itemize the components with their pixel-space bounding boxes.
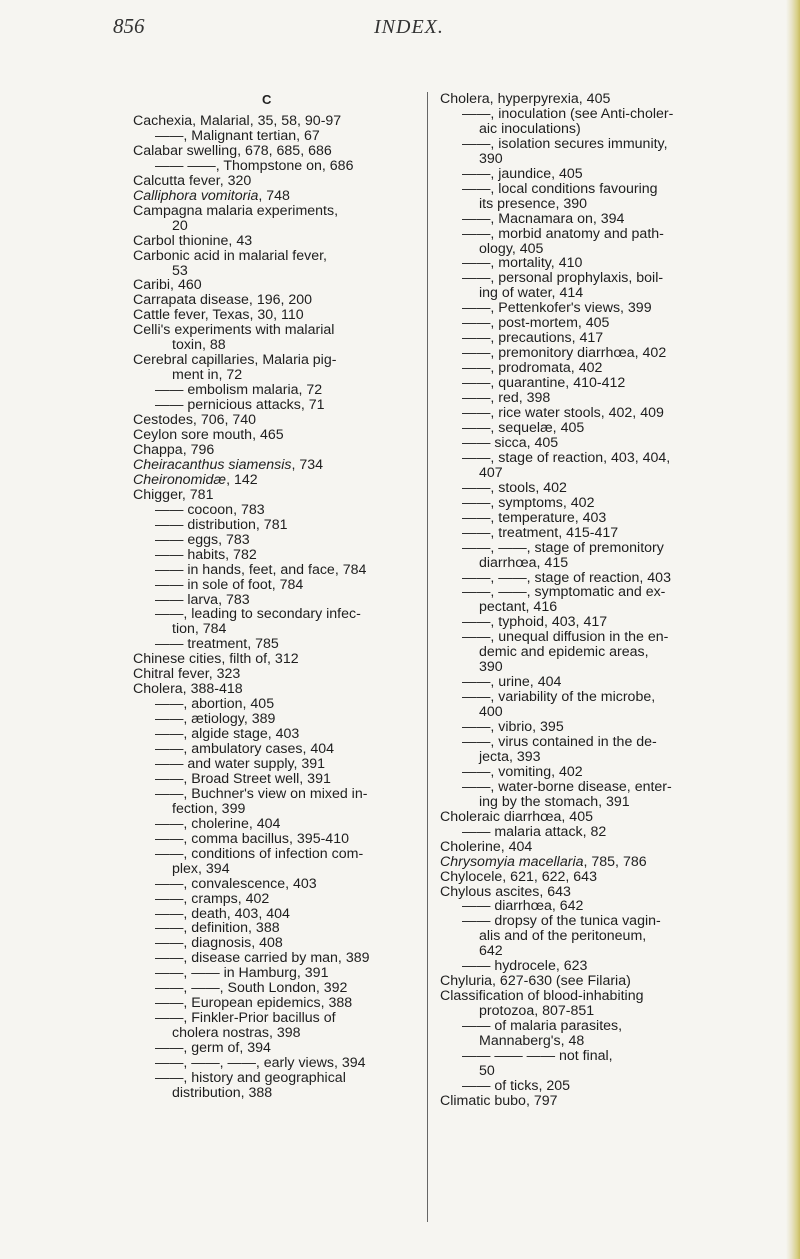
index-entry: ——, death, 403, 404 <box>155 905 290 922</box>
index-entry: pectant, 416 <box>479 599 558 616</box>
index-entry: ——, ambulatory cases, 404 <box>155 741 334 758</box>
index-entry: ——, Pettenkofer's views, 399 <box>462 300 652 317</box>
index-entry: ——, ——, symptomatic and ex- <box>462 584 666 601</box>
index-entry: ——, variability of the microbe, <box>462 689 656 706</box>
index-entry: ——, sequelæ, 405 <box>462 419 585 436</box>
running-head: INDEX. <box>374 16 444 38</box>
index-entry: Chylous ascites, 643 <box>440 883 571 900</box>
index-column-right <box>440 92 730 1109</box>
index-entry: Classification of blood-inhabiting <box>440 988 644 1005</box>
index-entry: ——, precautions, 417 <box>462 330 604 347</box>
index-entry: Celli's experiments with malarial <box>133 322 335 339</box>
index-entry: ——, temperature, 403 <box>462 509 607 526</box>
index-entry: —— in sole of foot, 784 <box>155 576 304 593</box>
index-entry: ——, European epidemics, 388 <box>155 995 353 1012</box>
index-entry: ——, post-mortem, 405 <box>462 315 610 332</box>
index-entry: ——, germ of, 394 <box>155 1040 271 1057</box>
section-letter: C <box>262 92 272 107</box>
index-entry: ——, ætiology, 389 <box>155 711 276 728</box>
index-entry: alis and of the peritoneum, <box>479 928 647 945</box>
index-entry: ——, convalescence, 403 <box>155 875 317 892</box>
index-entry: Chinese cities, filth of, 312 <box>133 651 299 668</box>
index-entry: its presence, 390 <box>479 195 588 212</box>
page-number: 856 <box>113 14 145 38</box>
index-entry: Calliphora vomitoria, 748 <box>133 187 290 204</box>
index-entry: ——, history and geographical <box>155 1070 346 1086</box>
index-entry: 50 <box>479 1062 495 1079</box>
index-entry: ——, ——, South London, 392 <box>155 980 348 997</box>
index-entry: —— of ticks, 205 <box>462 1077 571 1094</box>
index-entry: ——, stools, 402 <box>462 479 567 496</box>
index-entry: ——, premonitory diarrhœa, 402 <box>462 345 667 362</box>
index-entry: —— hydrocele, 623 <box>462 958 588 975</box>
index-entry: ——, cramps, 402 <box>155 890 270 907</box>
index-entry: toxin, 88 <box>172 337 226 354</box>
index-entry: —— malaria attack, 82 <box>462 823 607 840</box>
index-entry: Calabar swelling, 678, 685, 686 <box>133 142 332 159</box>
index-entry: protozoa, 807-851 <box>479 1003 595 1020</box>
index-entry: ——, conditions of infection com- <box>155 845 364 862</box>
index-entry: tion, 784 <box>172 621 227 638</box>
index-entry: ——, jaundice, 405 <box>462 165 583 182</box>
index-entry: ——, definition, 388 <box>155 920 280 937</box>
index-entry: 20 <box>172 217 188 234</box>
index-entry: ——, vomiting, 402 <box>462 763 583 780</box>
index-entry: —— distribution, 781 <box>155 516 288 533</box>
index-entry: Cerebral capillaries, Malaria pig- <box>133 352 337 369</box>
index-entry: Choleraic diarrhœa, 405 <box>440 808 593 825</box>
index-entry: ——, personal prophylaxis, boil- <box>462 270 664 287</box>
index-entry: 390 <box>479 659 503 676</box>
index-entry: —— and water supply, 391 <box>155 755 326 772</box>
index-entry: —— sicca, 405 <box>462 434 559 451</box>
index-entry: —— ——, Thompstone on, 686 <box>155 157 354 174</box>
index-entry: fection, 399 <box>172 800 246 817</box>
index-entry: Chappa, 796 <box>133 441 215 458</box>
index-entry: ——, Finkler-Prior bacillus of <box>155 1010 336 1027</box>
index-entry: Cachexia, Malarial, 35, 58, 90-97 <box>133 113 342 129</box>
index-entry: ology, 405 <box>479 240 544 257</box>
index-entry: ——, algide stage, 403 <box>155 726 300 743</box>
index-entry: —— pernicious attacks, 71 <box>155 397 325 414</box>
index-entry: ——, cholerine, 404 <box>155 815 281 832</box>
page-edge-shading <box>786 0 800 1259</box>
index-column-left <box>133 92 416 1101</box>
index-entry: ——, disease carried by man, 389 <box>155 950 370 967</box>
index-entry: —— of malaria parasites, <box>462 1018 623 1035</box>
index-entry: Mannaberg's, 48 <box>479 1033 585 1050</box>
index-entry: ——, local conditions favouring <box>462 180 658 197</box>
index-entry: ——, Broad Street well, 391 <box>155 770 331 787</box>
index-entry: diarrhœa, 415 <box>479 554 569 571</box>
index-entry: —— dropsy of the tunica vagin- <box>462 913 661 930</box>
index-entry: distribution, 388 <box>172 1084 273 1101</box>
index-entry: Chitral fever, 323 <box>133 666 241 683</box>
index-entry: ——, water-borne disease, enter- <box>462 778 672 795</box>
index-entry: —— diarrhœa, 642 <box>462 898 584 915</box>
index-entry: plex, 394 <box>172 860 230 877</box>
index-entry: 642 <box>479 943 503 960</box>
index-entry: demic and epidemic areas, <box>479 644 649 661</box>
index-entry: ——, ——, ——, early views, 394 <box>155 1055 366 1072</box>
index-entry: ——, morbid anatomy and path- <box>462 225 664 242</box>
index-entry: Calcutta fever, 320 <box>133 172 252 189</box>
index-entry: Cheiracanthus siamensis, 734 <box>133 456 324 473</box>
index-entry: aic inoculations) <box>479 120 581 137</box>
index-entry: Carrapata disease, 196, 200 <box>133 292 313 309</box>
index-entry: ——, rice water stools, 402, 409 <box>462 405 664 422</box>
index-entry: —— embolism malaria, 72 <box>155 382 323 399</box>
index-entry: ——, red, 398 <box>462 390 551 407</box>
index-entry: ing of water, 414 <box>479 285 584 302</box>
index-entry: 390 <box>479 150 503 167</box>
index-entry: —— habits, 782 <box>155 546 257 563</box>
index-entry: Cholera, hyperpyrexia, 405 <box>440 91 611 107</box>
index-entry: ——, comma bacillus, 395-410 <box>155 830 349 847</box>
index-entry: 53 <box>172 262 188 279</box>
index-entry: Chylocele, 621, 622, 643 <box>440 868 597 885</box>
index-entry: ——, Malignant tertian, 67 <box>155 127 320 144</box>
index-entry: ——, leading to secondary infec- <box>155 606 361 623</box>
index-entry: ——, prodromata, 402 <box>462 360 603 377</box>
index-entry: ——, typhoid, 403, 417 <box>462 614 608 631</box>
index-entry: Cholera, 388-418 <box>133 681 243 698</box>
index-entry: ——, treatment, 415-417 <box>462 524 619 541</box>
index-entry: cholera nostras, 398 <box>172 1025 301 1042</box>
index-entry: ment in, 72 <box>172 367 243 384</box>
index-entry: ——, Buchner's view on mixed in- <box>155 785 368 802</box>
index-entry: Cheironomidæ, 142 <box>133 471 258 488</box>
index-entry: ——, Macnamara on, 394 <box>462 210 625 227</box>
index-entry: Chyluria, 627-630 (see Filaria) <box>440 973 631 990</box>
index-entry: ——, unequal diffusion in the en- <box>462 629 669 646</box>
index-entry: Climatic bubo, 797 <box>440 1092 558 1109</box>
index-entry: Chigger, 781 <box>133 486 214 503</box>
index-entry: 407 <box>479 464 503 481</box>
index-entry: —— —— —— not final, <box>462 1048 613 1064</box>
index-entry: Caribi, 460 <box>133 277 202 294</box>
index-entry: jecta, 393 <box>479 748 541 765</box>
index-entry: Carbonic acid in malarial fever, <box>133 247 327 264</box>
index-entry: ——, inoculation (see Anti-choler- <box>462 105 674 122</box>
index-entry: —— larva, 783 <box>155 591 250 608</box>
index-entry: ——, mortality, 410 <box>462 255 583 272</box>
index-entry: Cattle fever, Texas, 30, 110 <box>133 307 304 324</box>
index-entry: ——, vibrio, 395 <box>462 719 564 736</box>
index-entry: ——, symptoms, 402 <box>462 494 595 511</box>
column-divider <box>427 92 428 1222</box>
index-entry: Cestodes, 706, 740 <box>133 412 257 429</box>
index-entry: ——, diagnosis, 408 <box>155 935 283 952</box>
index-entry: —— cocoon, 783 <box>155 501 265 518</box>
index-entry: Ceylon sore mouth, 465 <box>133 427 284 444</box>
index-entry: ——, ——, stage of premonitory <box>462 539 664 556</box>
index-entry: ——, ——, stage of reaction, 403 <box>462 569 671 586</box>
index-entry: ——, abortion, 405 <box>155 696 275 713</box>
index-entry: Carbol thionine, 43 <box>133 232 253 249</box>
index-entry: ——, —— in Hamburg, 391 <box>155 965 329 982</box>
index-entry: ——, quarantine, 410-412 <box>462 375 626 392</box>
index-entry: Cholerine, 404 <box>440 838 533 855</box>
index-entry: ——, stage of reaction, 403, 404, <box>462 449 671 466</box>
index-entry: 400 <box>479 704 503 721</box>
index-entry: Chrysomyia macellaria, 785, 786 <box>440 853 647 870</box>
index-entry: —— eggs, 783 <box>155 531 250 548</box>
index-entry: Campagna malaria experiments, <box>133 202 339 219</box>
index-entry: ——, virus contained in the de- <box>462 733 657 750</box>
index-entry: ——, urine, 404 <box>462 674 562 691</box>
index-entry: —— treatment, 785 <box>155 636 279 653</box>
index-entry: ing by the stomach, 391 <box>479 793 630 810</box>
index-entry: —— in hands, feet, and face, 784 <box>155 561 367 578</box>
index-entry: ——, isolation secures immunity, <box>462 135 668 152</box>
